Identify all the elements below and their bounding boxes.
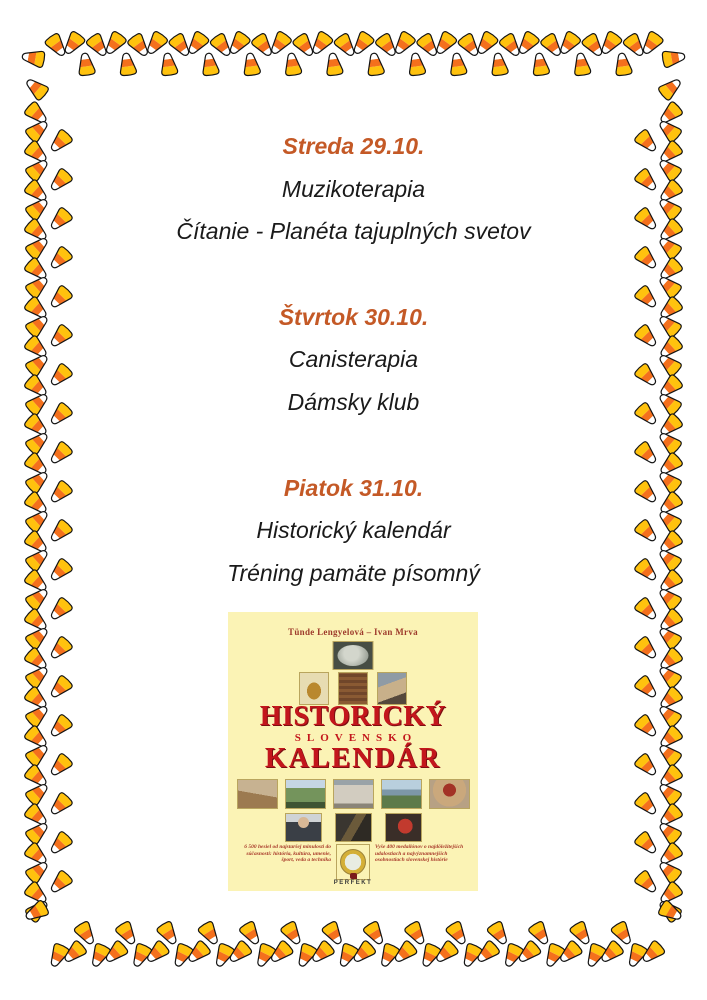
day-heading: Štvrtok 30.10. (278, 303, 429, 330)
candy-corn-icon (282, 51, 303, 77)
candy-corn-icon (22, 606, 52, 635)
candy-corn-icon (361, 919, 389, 949)
candy-corn-icon (307, 938, 337, 967)
candy-corn-icon (632, 790, 661, 819)
candy-corn-icon (22, 684, 52, 713)
candy-corn-icon (654, 895, 684, 924)
candy-corn-icon (23, 661, 53, 690)
candy-corn-icon (21, 898, 51, 925)
candy-corn-icon (554, 29, 582, 59)
candy-corn-icon (373, 31, 401, 61)
candy-corn-icon (540, 941, 566, 970)
euro-coin-photo (340, 849, 366, 875)
candy-corn-icon (100, 938, 130, 967)
book-cover-image (228, 612, 478, 891)
candy-corn-icon (113, 919, 141, 949)
candy-corn-icon (623, 941, 649, 970)
candy-corn-icon (513, 938, 543, 967)
candy-corn-icon (654, 778, 684, 807)
cover-note-right: Vyše 400 medailónov o najdôležitejších udalostiach a najvýznamnejších osobnostiach slovenskej histórie (375, 844, 464, 864)
statue-painting (333, 779, 374, 809)
candy-corn-icon (656, 898, 686, 925)
candy-corn-icon (609, 919, 637, 949)
medallion-photo (333, 641, 374, 670)
activity-item: Historický kalendár (256, 517, 451, 544)
battle-painting (237, 779, 278, 809)
candy-corn-icon (447, 51, 468, 77)
day-heading: Streda 29.10. (282, 133, 425, 159)
candy-corn-icon (499, 941, 525, 970)
candy-corn-icon (655, 723, 685, 752)
activity-item: Čítanie - Planéta tajuplných svetov (176, 218, 531, 245)
book-title-kalendar: KALENDÁR (264, 743, 442, 774)
candy-corn-icon (155, 919, 183, 949)
candy-corn-icon (23, 739, 53, 768)
candy-corn-icon (621, 31, 649, 61)
candy-corn-icon (224, 29, 252, 59)
candy-corn-icon (417, 941, 443, 970)
cover-photo-row-bottom (228, 813, 478, 842)
candy-corn-icon (22, 723, 52, 752)
candy-corn-icon (613, 51, 634, 77)
candy-corn-icon (655, 606, 685, 635)
candy-corn-icon (183, 938, 213, 967)
candy-corn-icon (365, 51, 386, 77)
candy-corn-icon (655, 801, 685, 830)
candy-corn-icon (307, 29, 335, 59)
candy-corn-icon (45, 673, 74, 702)
candy-corn-icon (320, 919, 348, 949)
book-authors: Tünde Lengyelová – Ivan Mrva (288, 627, 418, 637)
candy-corn-icon (654, 622, 684, 651)
candy-corn-icon (158, 51, 179, 77)
activity-item: Dámsky klub (287, 389, 420, 416)
candy-corn-icon (403, 919, 431, 949)
candy-corn-icon (43, 31, 71, 61)
candy-corn-icon (293, 941, 319, 970)
candy-corn-icon (415, 31, 443, 61)
candy-corn-icon (167, 31, 195, 61)
candy-corn-icon (389, 29, 417, 59)
candy-corn-icon (632, 868, 661, 897)
publisher-name: PERFEKT (333, 880, 373, 886)
candy-corn-icon (632, 829, 661, 858)
candy-corn-icon (654, 739, 684, 768)
candy-corn-icon (390, 938, 420, 967)
candy-corn-icon (76, 51, 97, 77)
publisher-mark-icon (350, 873, 357, 879)
candy-corn-icon (241, 51, 262, 77)
candy-corn-icon (655, 645, 685, 674)
candy-corn-icon (45, 868, 74, 897)
book-title-slovensko: SLOVENSKO (294, 732, 418, 744)
candy-corn-icon (655, 840, 685, 869)
candy-corn-icon (632, 634, 661, 663)
house-painting (285, 779, 326, 809)
candy-corn-icon (200, 51, 221, 77)
candy-corn-icon (45, 634, 74, 663)
candy-corn-icon (497, 31, 525, 61)
candy-corn-icon (485, 919, 513, 949)
activity-item: Canisterapia (288, 346, 419, 373)
candy-corn-icon (279, 919, 307, 949)
candy-corn-icon (224, 938, 254, 967)
candy-corn-icon (489, 51, 510, 77)
candy-corn-icon (22, 801, 52, 830)
candy-corn-icon (23, 817, 53, 846)
candy-corn-icon (431, 29, 459, 59)
candy-corn-icon (334, 941, 360, 970)
candy-corn-icon (20, 47, 47, 69)
candy-corn-icon (45, 751, 74, 780)
candy-corn-icon (127, 941, 153, 970)
candy-corn-icon (472, 29, 500, 59)
candy-corn-icon (251, 941, 277, 970)
candy-corn-icon (654, 817, 684, 846)
candy-corn-icon (323, 51, 344, 77)
candy-corn-icon (444, 919, 472, 949)
candy-corn-icon (59, 938, 89, 967)
castle-painting (381, 779, 422, 809)
candy-corn-icon (23, 700, 53, 729)
candy-corn-icon (654, 700, 684, 729)
candy-corn-icon (568, 919, 596, 949)
candy-corn-icon (332, 31, 360, 61)
candy-corn-icon (406, 51, 427, 77)
candy-corn-icon (22, 879, 52, 908)
candy-corn-icon (632, 673, 661, 702)
activity-schedule (0, 125, 707, 595)
cover-photo-row-middle (228, 779, 478, 809)
candy-corn-icon (348, 29, 376, 59)
activity-item: Tréning pamäte písomný (227, 559, 480, 586)
candy-corn-icon (208, 31, 236, 61)
candy-corn-icon (431, 938, 461, 967)
candy-corn-icon (637, 29, 665, 59)
candy-corn-icon (632, 595, 661, 624)
activity-item: Muzikoterapia (281, 175, 426, 202)
candy-corn-icon (472, 938, 502, 967)
day-heading: Piatok 31.10. (283, 474, 424, 501)
candy-corn-icon (84, 31, 112, 61)
candy-corn-icon (571, 51, 592, 77)
candy-corn-icon (632, 712, 661, 741)
candy-corn-icon (22, 762, 52, 791)
candy-corn-icon (45, 595, 74, 624)
section-gap (0, 253, 707, 296)
candy-corn-icon (237, 919, 265, 949)
candy-corn-icon (45, 941, 71, 970)
candy-corn-icon (22, 645, 52, 674)
candy-corn-icon (22, 840, 52, 869)
candy-corn-icon (291, 31, 319, 61)
candy-corn-icon (23, 895, 53, 924)
candy-corn-icon (632, 751, 661, 780)
book-title-historicky: HISTORICKÝ (259, 701, 447, 732)
candy-corn-icon (655, 762, 685, 791)
candy-corn-icon (86, 941, 112, 970)
candy-corn-icon (654, 661, 684, 690)
candy-corn-icon (458, 941, 484, 970)
candy-corn-icon (580, 31, 608, 61)
cover-note-left: 6 500 hesiel od najstaršej minulosti do súčasnosti: história, kultúra, umenie, šport, veda a technika (244, 844, 331, 864)
candy-corn-icon (348, 938, 378, 967)
candy-corn-icon (661, 47, 688, 69)
candy-corn-icon (530, 51, 551, 77)
candy-corn-icon (125, 31, 153, 61)
section-gap (0, 424, 707, 467)
candy-corn-icon (23, 856, 53, 885)
candy-corn-icon (456, 31, 484, 61)
candy-corn-icon (655, 684, 685, 713)
candy-corn-icon (538, 31, 566, 61)
candy-corn-icon (196, 919, 224, 949)
candy-corn-icon (117, 51, 138, 77)
candy-corn-icon (23, 622, 53, 651)
candy-corn-icon (142, 938, 172, 967)
candy-corn-icon (45, 712, 74, 741)
suit-portrait-photo (285, 813, 322, 842)
candy-corn-icon (72, 919, 100, 949)
candy-corn-icon (513, 29, 541, 59)
candy-corn-icon (526, 919, 554, 949)
candy-corn-icon (555, 938, 585, 967)
group-painting (335, 813, 372, 842)
candy-corn-icon (654, 856, 684, 885)
candy-corn-icon (637, 938, 667, 967)
candy-corn-icon (210, 941, 236, 970)
candy-corn-icon (266, 938, 296, 967)
candy-corn-icon (141, 29, 169, 59)
candy-corn-icon (100, 29, 128, 59)
red-cap-portrait (429, 779, 470, 809)
candy-corn-icon (45, 790, 74, 819)
candy-corn-icon (582, 941, 608, 970)
candy-corn-icon (655, 879, 685, 908)
candy-corn-icon (183, 29, 211, 59)
candy-corn-icon (596, 938, 626, 967)
candy-corn-icon (656, 74, 686, 103)
candy-corn-icon (375, 941, 401, 970)
candy-corn-icon (265, 29, 293, 59)
candy-corn-icon (596, 29, 624, 59)
candy-corn-icon (21, 74, 51, 103)
publisher-logo (228, 873, 478, 886)
candy-corn-icon (45, 829, 74, 858)
candy-corn-icon (249, 31, 277, 61)
candy-corn-icon (169, 941, 195, 970)
candy-corn-icon (23, 778, 53, 807)
dancer-painting (385, 813, 422, 842)
candy-corn-icon (59, 29, 87, 59)
